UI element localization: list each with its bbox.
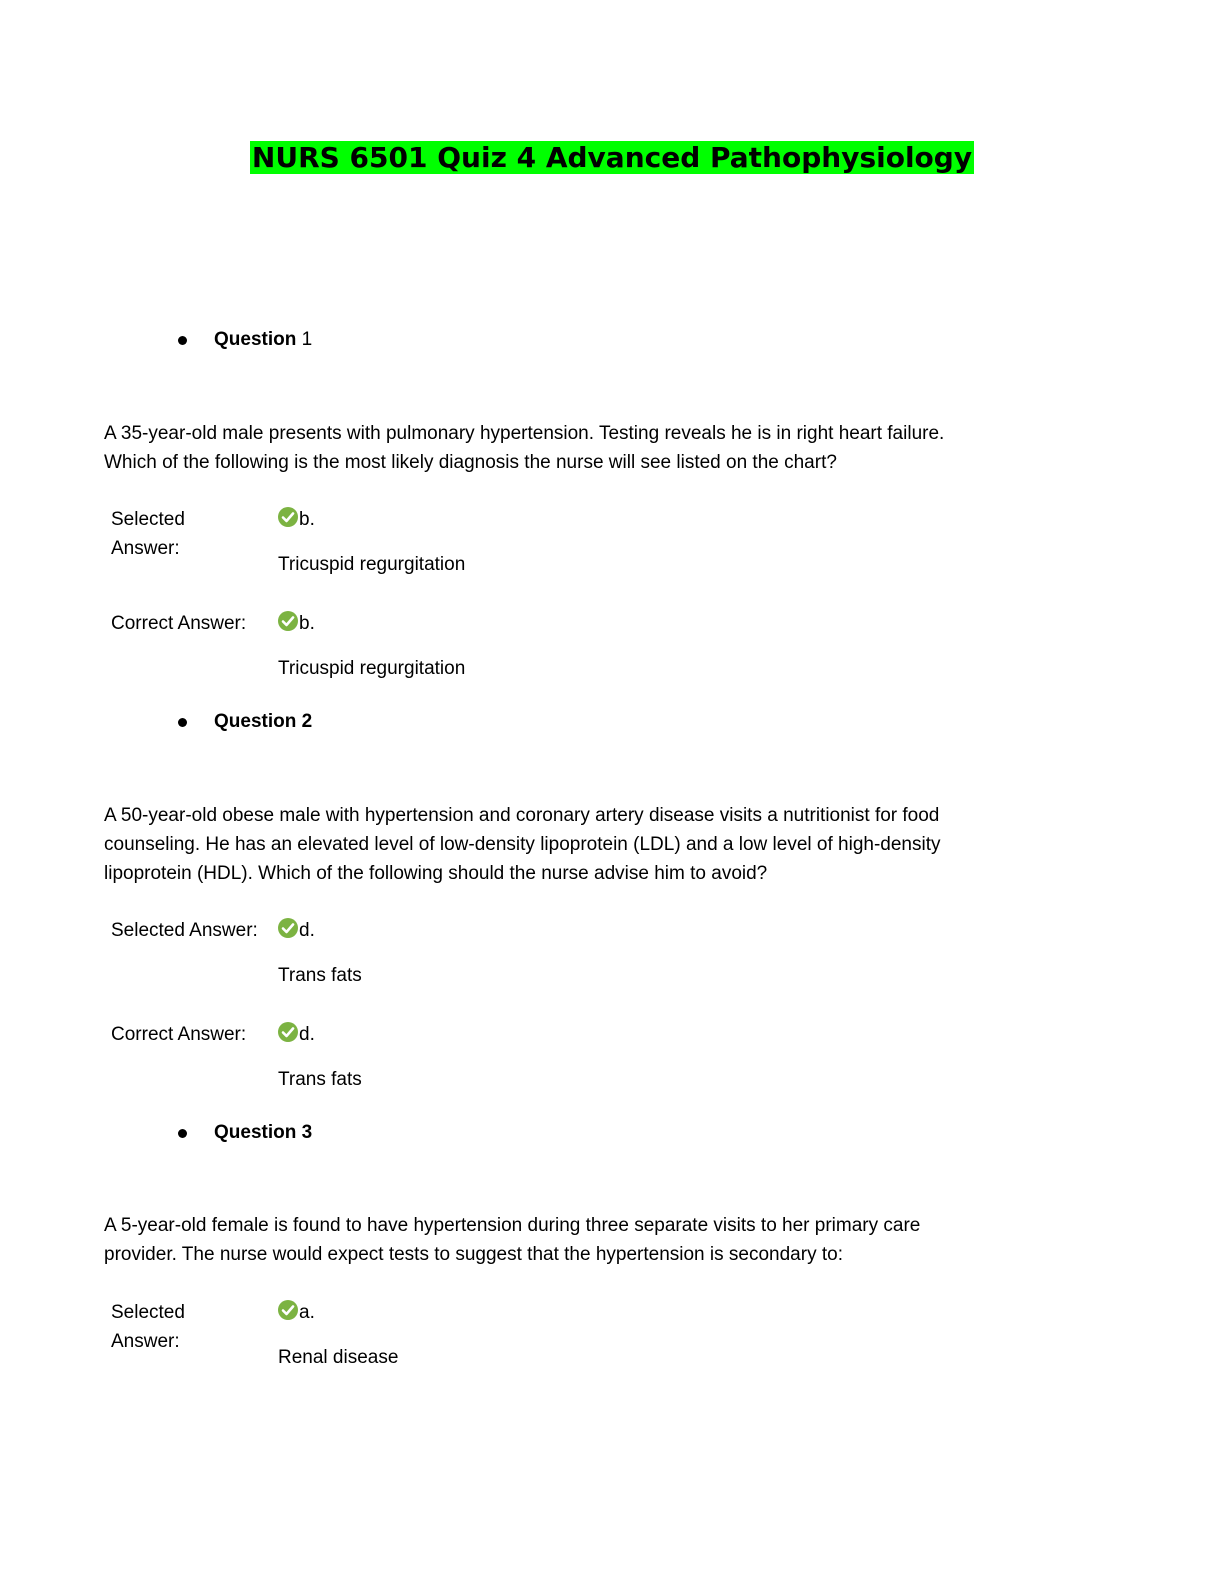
question-text-line: lipoprotein (HDL). Which of the following should the nurse advise him to avoid? [104, 863, 768, 884]
question-text-line: Which of the following is the most likely diagnosis the nurse will see listed on the chart? [104, 452, 837, 473]
question-text-line: A 35-year-old male presents with pulmonary hypertension. Testing reveals he is in right heart failure. [104, 423, 945, 444]
correct-answer-text: Trans fats [278, 1069, 362, 1090]
check-circle-icon [278, 918, 298, 938]
selected-answer-label [111, 1298, 271, 1356]
answer-letter-text: a. [299, 1302, 315, 1323]
question-text-line: A 50-year-old obese male with hypertension and coronary artery disease visits a nutritionist for food [104, 805, 940, 826]
answer-letter-text: b. [299, 613, 315, 634]
page-title [0, 140, 1224, 176]
selected-answer-label: Selected Answer: [111, 920, 258, 941]
question-label: Question [214, 711, 297, 732]
bullet-icon [178, 336, 187, 345]
question-text-line: counseling. He has an elevated level of low-density lipoprotein (LDL) and a low level of high-density [104, 834, 941, 855]
question-text-line: A 5-year-old female is found to have hypertension during three separate visits to her primary care [104, 1215, 921, 1236]
selected-answer-letter [278, 1298, 315, 1327]
selected-answer-label-line: Selected [111, 509, 185, 530]
selected-answer-label-line: Answer: [111, 538, 180, 559]
question-3-heading [178, 1121, 312, 1145]
check-circle-icon [278, 1300, 298, 1320]
correct-answer-letter [278, 1020, 315, 1049]
selected-answer-label-line: Answer: [111, 1331, 180, 1352]
selected-answer-text: Renal disease [278, 1347, 399, 1368]
correct-answer-label: Correct Answer: [111, 1024, 247, 1045]
question-1-text [104, 419, 1024, 477]
bullet-icon [178, 1129, 187, 1138]
question-text-line: provider. The nurse would expect tests to suggest that the hypertension is secondary to: [104, 1244, 843, 1265]
question-2-heading [178, 710, 312, 734]
selected-answer-text: Trans fats [278, 965, 362, 986]
correct-answer-label: Correct Answer: [111, 613, 247, 634]
check-circle-icon [278, 1022, 298, 1042]
correct-answer-text: Tricuspid regurgitation [278, 658, 466, 679]
question-3-text [104, 1211, 1024, 1269]
question-2-text [104, 801, 1024, 888]
correct-answer-letter [278, 609, 315, 638]
question-label: Question [214, 1122, 297, 1143]
selected-answer-letter [278, 916, 315, 945]
selected-answer-text: Tricuspid regurgitation [278, 554, 466, 575]
check-circle-icon [278, 507, 298, 527]
question-number: 2 [301, 711, 313, 732]
check-circle-icon [278, 611, 298, 631]
question-number: 3 [301, 1122, 313, 1143]
answer-letter-text: b. [299, 509, 315, 530]
answer-letter-text: d. [299, 1024, 315, 1045]
bullet-icon [178, 718, 187, 727]
answer-letter-text: d. [299, 920, 315, 941]
selected-answer-label [111, 505, 271, 563]
question-number: 1 [301, 329, 313, 350]
question-label: Question [214, 329, 297, 350]
question-1-heading [178, 328, 312, 352]
selected-answer-letter [278, 505, 315, 534]
selected-answer-label-line: Selected [111, 1302, 185, 1323]
page-title-text: NURS 6501 Quiz 4 Advanced Pathophysiology [251, 141, 973, 174]
